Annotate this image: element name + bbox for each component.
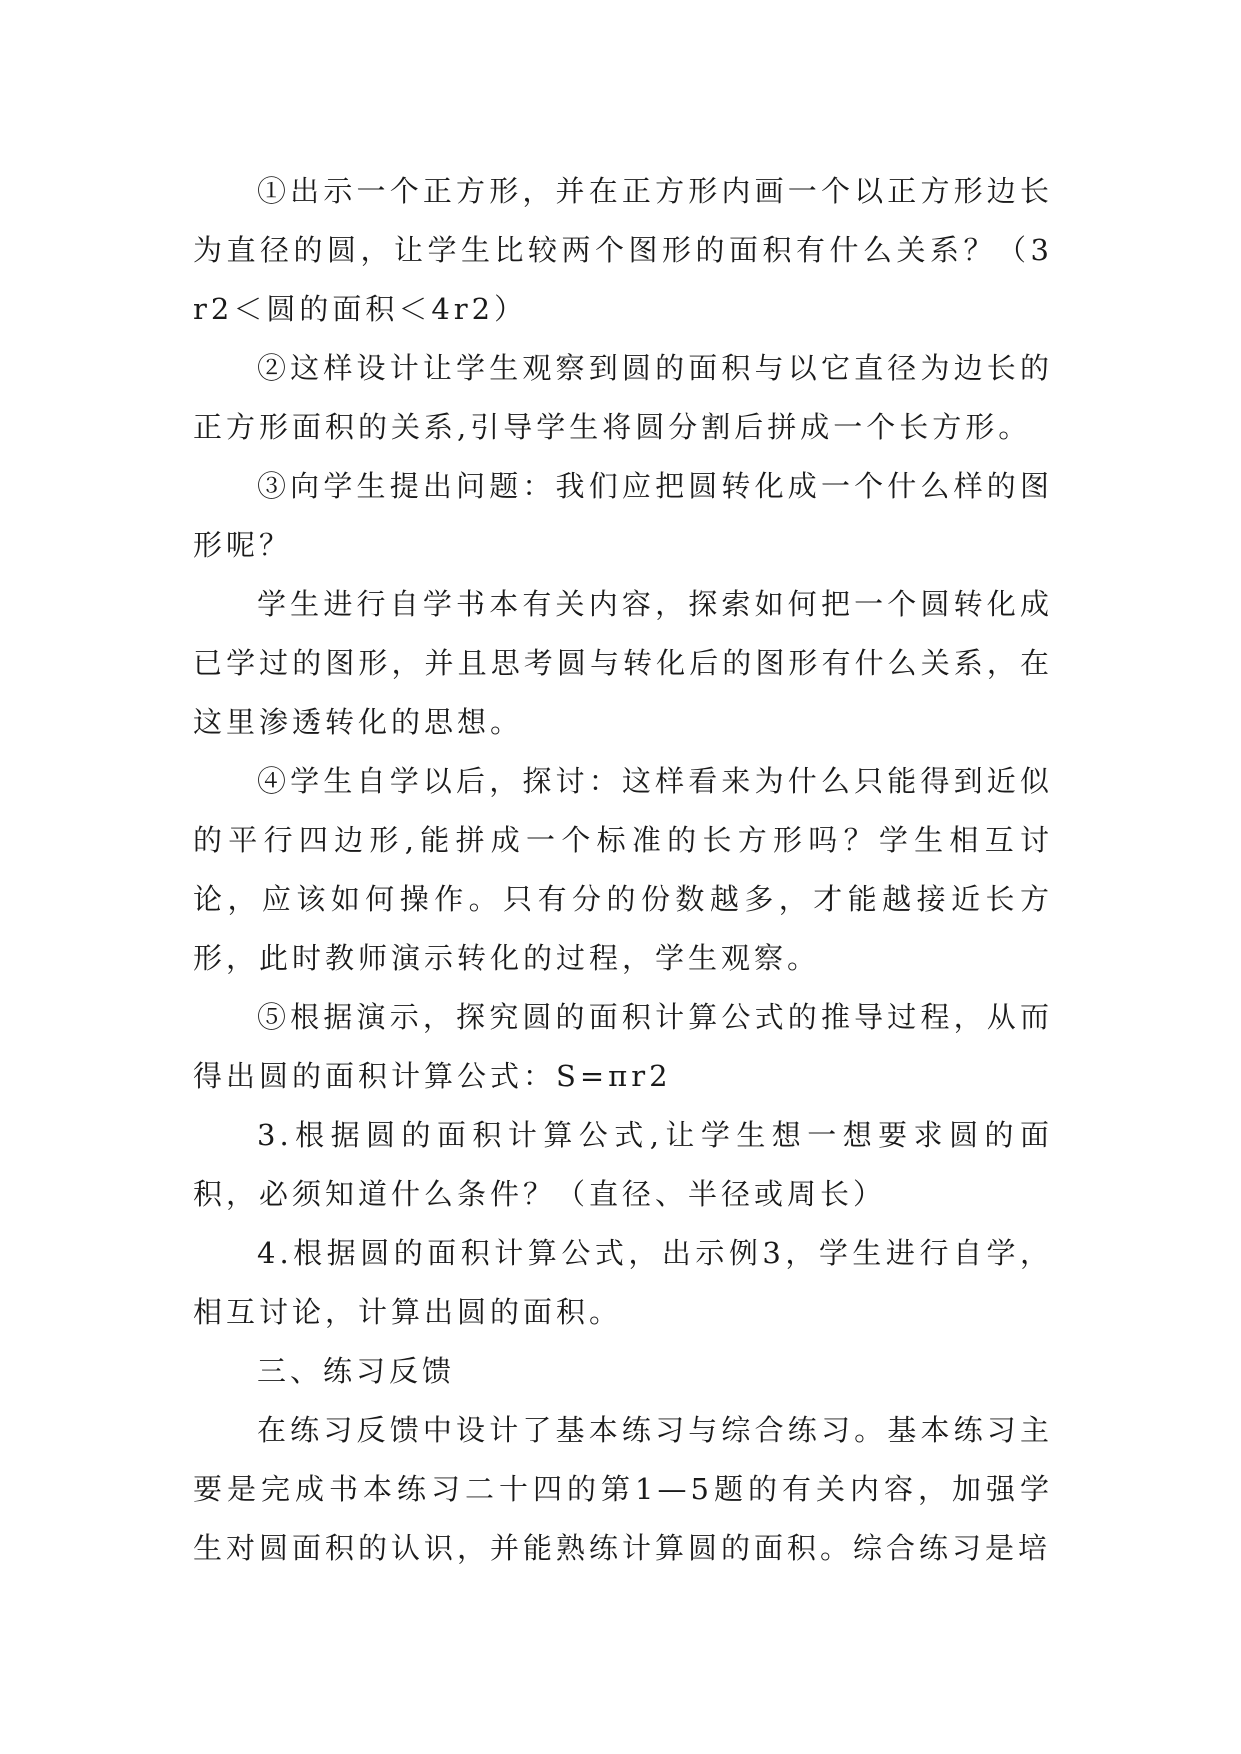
paragraph-item-3: 3.根据圆的面积计算公式,让学生想一想要求圆的面积，必须知道什么条件？（直径、半径或周长） [193, 1118, 1053, 1211]
paragraph-step-2: ②这样设计让学生观察到圆的面积与以它直径为边长的正方形面积的关系,引导学生将圆分割后拼成一个长方形。 [193, 351, 1053, 444]
paragraph-step-3: ③向学生提出问题：我们应把圆转化成一个什么样的图形呢？ [193, 469, 1053, 562]
paragraph-step-4: ④学生自学以后，探讨：这样看来为什么只能得到近似的平行四边形,能拼成一个标准的长方形吗？学生相互讨论，应该如何操作。只有分的份数越多，才能越接近长方形，此时教师演示转化的过程，学生观察。 [193, 764, 1053, 975]
paragraph-item-4: 4.根据圆的面积计算公式，出示例3，学生进行自学，相互讨论，计算出圆的面积。 [193, 1236, 1053, 1329]
document-body [193, 162, 1053, 1578]
paragraph-step-1: ①出示一个正方形，并在正方形内画一个以正方形边长为直径的圆，让学生比较两个图形的面积有什么关系？（3r2＜圆的面积＜4r2） [193, 174, 1053, 326]
section-heading-practice-feedback: 三、练习反馈 [257, 1354, 456, 1388]
paragraph-practice-feedback: 在练习反馈中设计了基本练习与综合练习。基本练习主要是完成书本练习二十四的第1—5题的有关内容，加强学生对圆面积的认识，并能熟练计算圆的面积。综合练习是培 [193, 1413, 1053, 1565]
paragraph-self-study: 学生进行自学书本有关内容，探索如何把一个圆转化成已学过的图形，并且思考圆与转化后的图形有什么关系，在这里渗透转化的思想。 [193, 587, 1053, 739]
paragraph-step-5: ⑤根据演示，探究圆的面积计算公式的推导过程，从而得出圆的面积计算公式：S=πr2 [193, 1000, 1053, 1093]
